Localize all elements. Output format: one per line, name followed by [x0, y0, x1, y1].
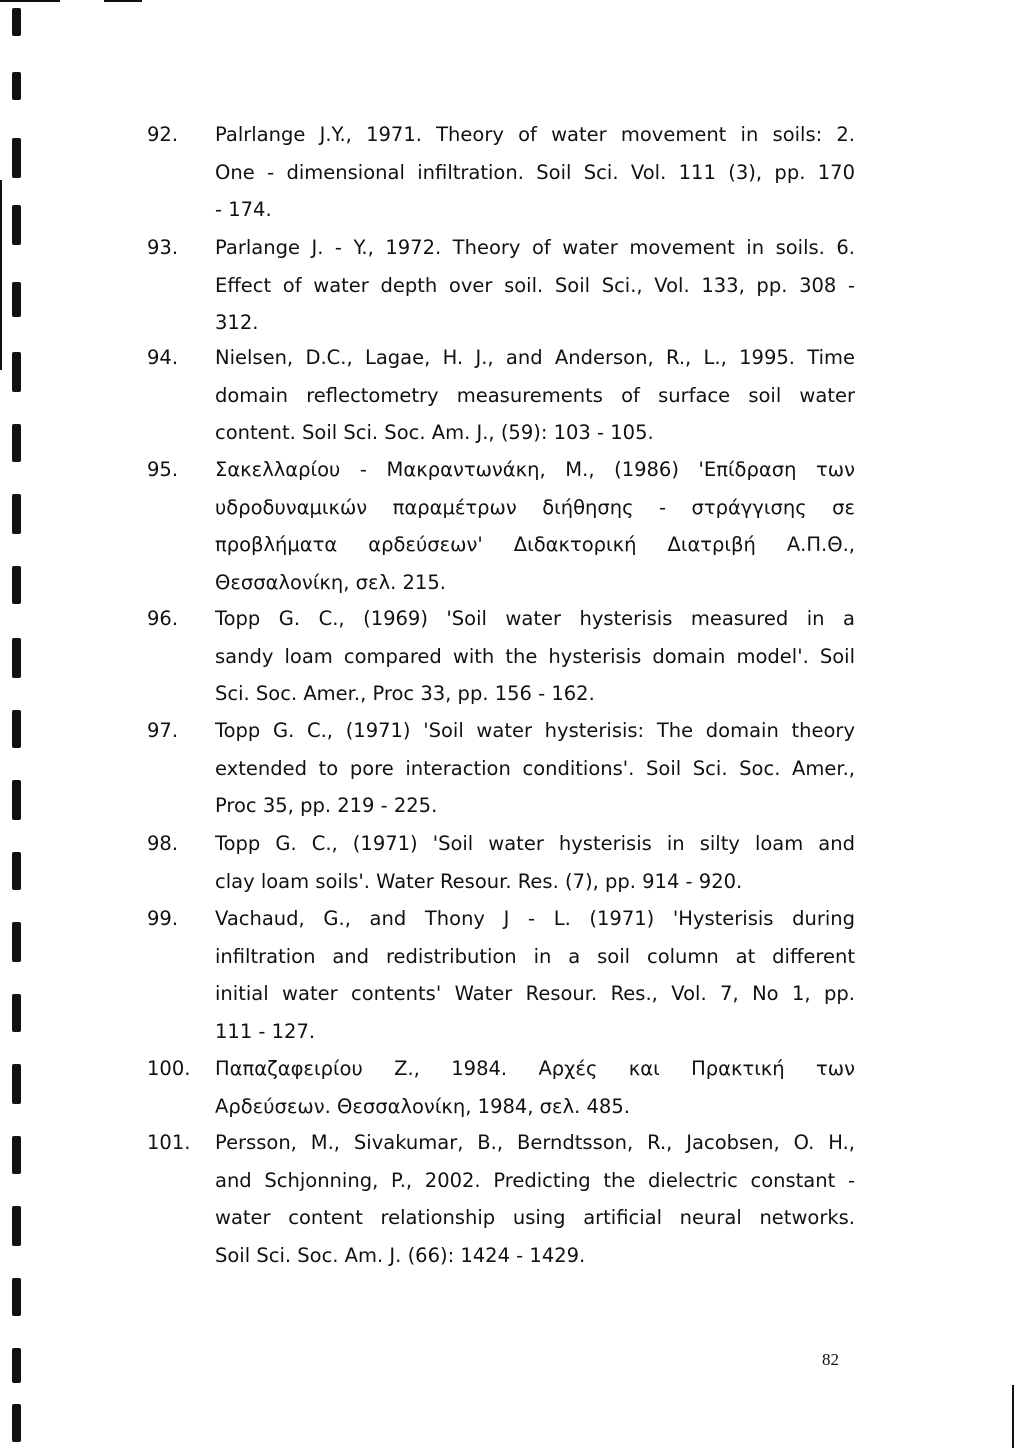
binding-mark	[12, 780, 21, 820]
reference-text	[215, 339, 855, 452]
scan-border-top	[0, 0, 60, 2]
reference-number: 95.	[147, 458, 179, 481]
reference-line: προβλήματα αρδεύσεων' Διδακτορική Διατριβή Α.Π.Θ.,	[215, 533, 855, 556]
binding-mark	[12, 1404, 21, 1442]
reference-line: content. Soil Sci. Soc. Am. J., (59): 103 - 105.	[215, 421, 654, 444]
reference-line: υδροδυναμικών παραμέτρων διήθησης - στράγγισης σε	[215, 495, 855, 519]
reference-number: 92.	[147, 123, 179, 146]
binding-mark	[12, 494, 21, 534]
reference-text	[215, 1124, 855, 1274]
reference-line: Topp G. C., (1969) 'Soil water hysterisis measured in a	[215, 607, 855, 630]
reference-line: extended to pore interaction conditions'. Soil Sci. Soc. Amer.,	[215, 756, 855, 780]
binding-mark	[12, 1348, 21, 1383]
binding-mark	[12, 1278, 21, 1316]
binding-mark	[12, 138, 21, 178]
reference-line: Θεσσαλονίκη, σελ. 215.	[215, 570, 446, 594]
reference-line: and Schjonning, P., 2002. Predicting the dielectric constant -	[215, 1168, 855, 1192]
reference-line: Palrlange J.Y., 1971. Theory of water movement in soils: 2.	[215, 123, 855, 146]
binding-mark	[12, 282, 21, 317]
binding-mark	[12, 852, 21, 890]
reference-number: 101.	[147, 1131, 191, 1154]
reference-line: Topp G. C., (1971) 'Soil water hysterisis: The domain theory	[215, 719, 855, 742]
reference-line: Parlange J. - Y., 1972. Theory of water movement in soils. 6.	[215, 236, 855, 259]
binding-mark	[12, 1136, 21, 1174]
binding-mark	[12, 205, 21, 245]
reference-line: Soil Sci. Soc. Am. J. (66): 1424 - 1429.	[215, 1243, 586, 1267]
binding-mark	[12, 72, 21, 100]
reference-number: 100.	[147, 1057, 191, 1080]
reference-number: 94.	[147, 346, 179, 369]
binding-mark	[12, 352, 21, 392]
reference-line: initial water contents' Water Resour. Res., Vol. 7, No 1, pp.	[215, 982, 855, 1005]
binding-mark	[12, 566, 21, 604]
reference-number: 96.	[147, 607, 179, 630]
binding-mark	[12, 994, 21, 1032]
reference-text	[215, 116, 855, 229]
reference-text	[215, 712, 855, 825]
reference-line: 312.	[215, 311, 259, 334]
reference-line: One - dimensional infiltration. Soil Sci. Vol. 111 (3), pp. 170	[215, 160, 855, 184]
reference-line: Persson, M., Sivakumar, B., Berndtsson, R., Jacobsen, O. H.,	[215, 1131, 855, 1154]
reference-text	[215, 600, 855, 713]
scan-border-right	[1012, 1385, 1014, 1448]
reference-number: 99.	[147, 907, 179, 930]
reference-line: domain reflectometry measurements of surface soil water	[215, 383, 855, 407]
reference-number: 93.	[147, 236, 179, 259]
reference-line: Vachaud, G., and Thony J - L. (1971) 'Hysterisis during	[215, 907, 855, 930]
page-number: 82	[822, 1350, 839, 1369]
reference-line: Σακελλαρίου - Μακραντωνάκη, Μ., (1986) 'Επίδραση των	[215, 458, 855, 481]
scan-border-top-right	[104, 0, 142, 2]
binding-mark	[12, 922, 21, 962]
reference-line: water content relationship using artificial neural networks.	[215, 1206, 855, 1229]
reference-text	[215, 825, 855, 900]
reference-line: - 174.	[215, 198, 272, 221]
scan-border-left	[0, 180, 2, 370]
reference-line: Παπαζαφειρίου Ζ., 1984. Αρχές και Πρακτική των	[215, 1057, 855, 1080]
reference-text	[215, 229, 855, 342]
reference-line: Proc 35, pp. 219 - 225.	[215, 794, 438, 817]
reference-line: Sci. Soc. Amer., Proc 33, pp. 156 - 162.	[215, 682, 595, 705]
binding-mark	[12, 424, 21, 462]
reference-line: 111 - 127.	[215, 1019, 316, 1043]
reference-text	[215, 1050, 855, 1125]
binding-mark	[12, 8, 21, 36]
reference-number: 97.	[147, 719, 179, 742]
reference-line: Αρδεύσεων. Θεσσαλονίκη, 1984, σελ. 485.	[215, 1094, 630, 1118]
reference-line: Topp G. C., (1971) 'Soil water hysterisis in silty loam and	[215, 832, 855, 855]
binding-mark	[12, 638, 21, 678]
reference-text	[215, 900, 855, 1050]
binding-mark	[12, 1064, 21, 1104]
reference-line: Effect of water depth over soil. Soil Sci., Vol. 133, pp. 308 -	[215, 273, 855, 297]
reference-line: clay loam soils'. Water Resour. Res. (7), pp. 914 - 920.	[215, 869, 743, 893]
reference-line: infiltration and redistribution in a soil column at different	[215, 944, 855, 968]
reference-line: Nielsen, D.C., Lagae, H. J., and Anderson, R., L., 1995. Time	[215, 346, 855, 369]
reference-text	[215, 451, 855, 601]
reference-line: sandy loam compared with the hysterisis domain model'. Soil	[215, 644, 855, 668]
binding-mark	[12, 1206, 21, 1246]
reference-number: 98.	[147, 832, 179, 855]
binding-mark	[12, 710, 21, 748]
